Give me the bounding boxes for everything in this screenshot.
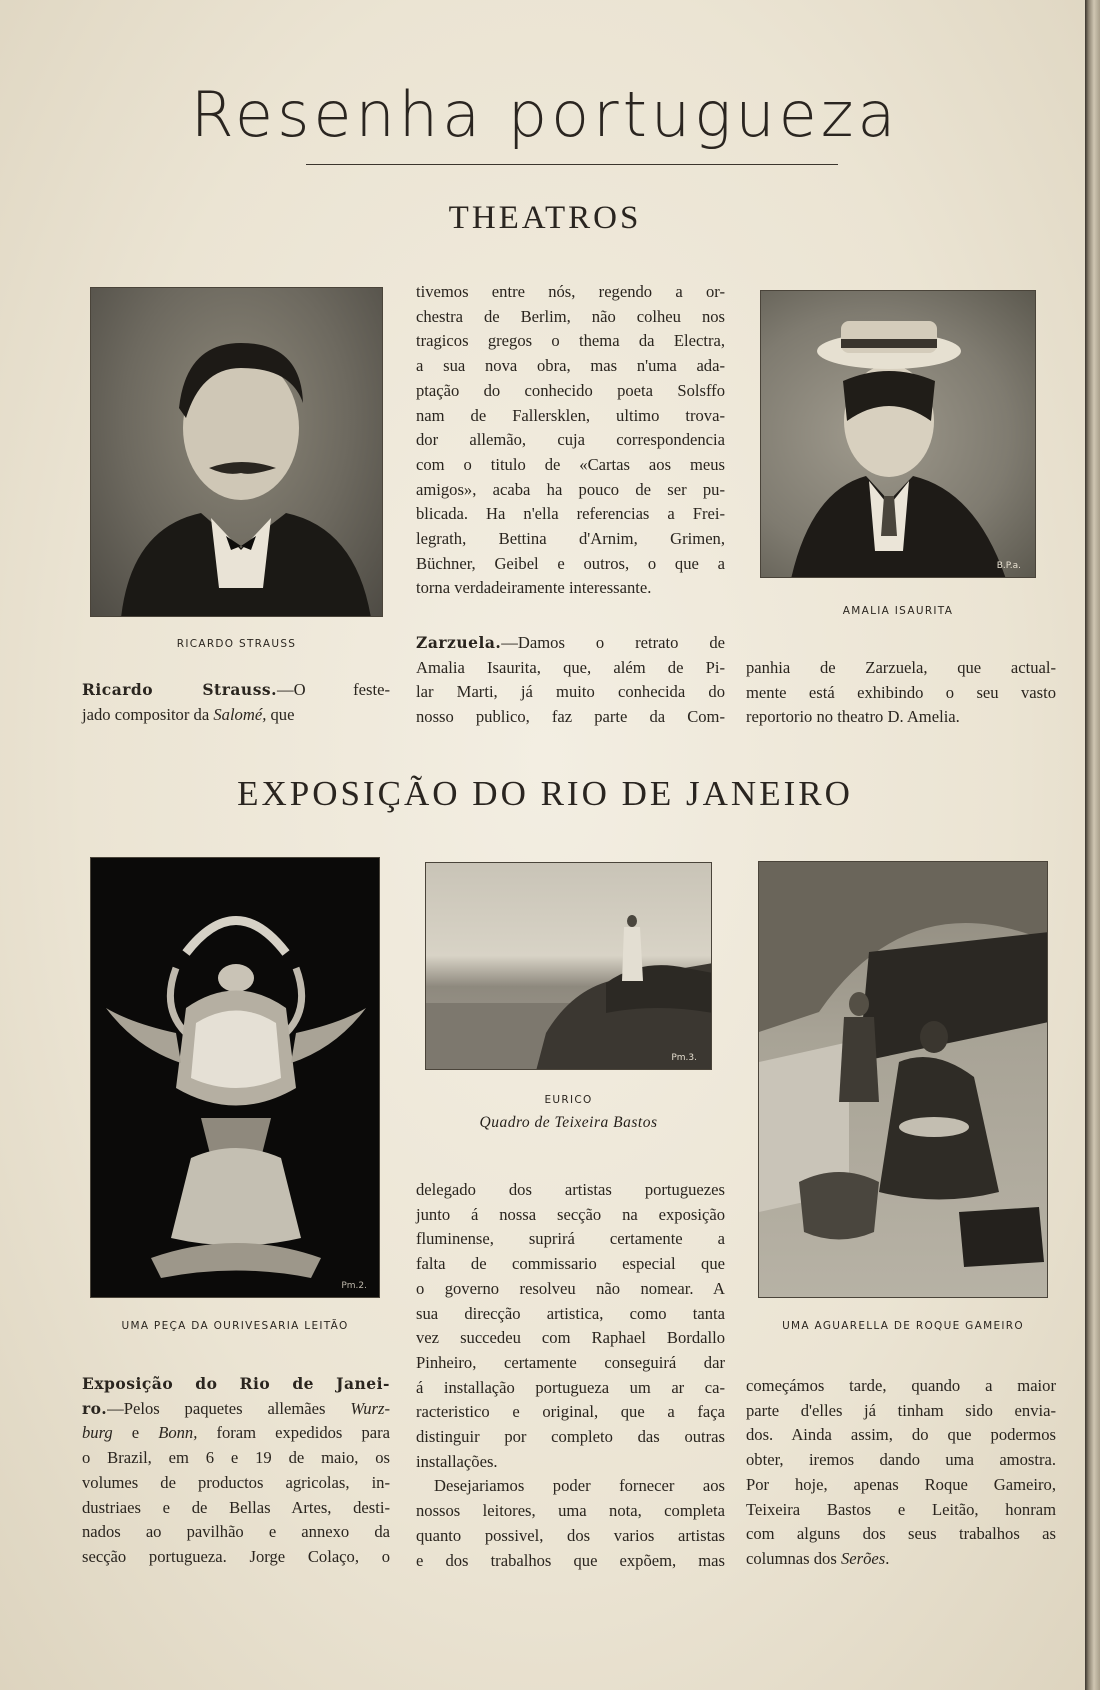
photo-amalia-isaurita <box>760 290 1036 578</box>
zarzuela-right-column <box>746 656 1056 730</box>
text-line: junto á nossa secção na exposição <box>416 1204 725 1224</box>
text-line <box>746 1547 1056 1572</box>
text-line: Por hoje, apenas Roque Gameiro, <box>746 1474 1056 1494</box>
text-line: —Pelos paquetes allemães <box>107 1398 351 1418</box>
text-line: nados ao pavilhão e annexo da <box>82 1522 390 1542</box>
text-line: dustriaes e de Bellas Artes, desti- <box>82 1497 390 1517</box>
text-line: ptação do conhecido poeta Solsffo <box>416 380 725 400</box>
text-line: distinguir por completo das outras <box>416 1427 725 1447</box>
text-line: falta de commissario especial que <box>416 1254 725 1274</box>
text-line: columnas dos <box>746 1548 841 1568</box>
exposicao-right-column <box>746 1374 1056 1572</box>
caption-eurico-title: EURICO <box>544 1094 593 1106</box>
text-line: chestra de Berlim, não colheu nos <box>416 306 725 326</box>
text-line: Desejariamos poder fornecer aos <box>434 1476 725 1496</box>
text-line: nosso publico, faz parte da Com- <box>416 707 725 727</box>
photo-ourivesaria-leitao <box>90 857 380 1298</box>
text-line: reportorio no theatro D. Amelia. <box>746 707 960 727</box>
photo-eurico-painting <box>425 862 712 1070</box>
text-line: nossos leitores, uma nota, completa <box>416 1501 725 1521</box>
text-line: blicada. Ha n'ella referencias a Frei- <box>416 504 725 524</box>
silver-kettle-illustration <box>91 858 380 1298</box>
theatros-center-column <box>416 280 725 601</box>
text-italic: Bonn, <box>158 1423 198 1443</box>
text-line: Amalia Isaurita, que, além de Pi- <box>416 657 725 677</box>
text-line: quanto possivel, dos varios artistas <box>416 1525 725 1545</box>
text-line: com alguns dos seus trabalhos as <box>746 1524 1056 1544</box>
caption-ricardo-strauss: RICARDO STRAUSS <box>176 638 297 650</box>
text-line: e <box>112 1423 159 1443</box>
caption-aguarella: UMA AGUARELLA DE ROQUE GAMEIRO <box>782 1320 1024 1332</box>
photo-signature: B.P.a. <box>996 561 1021 571</box>
exposicao-left-column <box>82 1372 390 1570</box>
portrait-woman-illustration <box>761 291 1036 578</box>
caption-amalia-isaurita: AMALIA ISAURITA <box>842 605 954 617</box>
text-line: legrath, Bettina d'Arnim, Grimen, <box>416 529 725 549</box>
text-line: parte d'elles já tinham sido envia- <box>746 1400 1056 1420</box>
photo-signature: Pm.2. <box>341 1281 367 1291</box>
text-line: o governo resolveu não nomear. A <box>416 1278 725 1298</box>
text-line: á installação portugueza um ar ca- <box>416 1377 725 1397</box>
text-line: nam de Fallersklen, ultimo trova- <box>416 405 725 425</box>
photo-signature: Pm.3. <box>671 1053 697 1063</box>
text-line: . <box>885 1548 890 1568</box>
seascape-illustration <box>426 863 712 1070</box>
text-line: Büchner, Geibel e outros, o que a <box>416 553 725 573</box>
text-line: panhia de Zarzuela, que actual- <box>746 658 1056 677</box>
exposicao-lead: Exposição do Rio de Janei- <box>82 1374 390 1393</box>
exposicao-center-column <box>416 1178 725 1573</box>
photo-ricardo-strauss <box>90 287 383 617</box>
text-line: dor allemão, cuja correspondencia <box>416 430 725 450</box>
text-line: amigos», acaba ha pouco de ser pu- <box>416 479 725 499</box>
text-line: a sua nova obra, mas n'uma ada- <box>416 356 725 376</box>
text-line: tragicos gregos o thema da Electra, <box>416 331 725 351</box>
text-line: installações. <box>416 1451 498 1471</box>
text-line: obter, iremos dando uma amostra. <box>746 1450 1056 1470</box>
text-line: —Damos o retrato de <box>501 633 725 652</box>
text-italic: Wurz- <box>350 1398 390 1418</box>
zarzuela-lead: Zarzuela. <box>416 633 502 652</box>
text-line: volumes de productos agricolas, in- <box>82 1472 390 1492</box>
section-title-theatros: THEATROS <box>448 200 642 236</box>
text-italic: Serões <box>840 1548 886 1568</box>
text-line: e dos trabalhos que expõem, mas <box>416 1550 725 1570</box>
text-line: vez succedeu com Raphael Bordallo <box>416 1328 725 1348</box>
text-line: racteristico e original, que a faça <box>416 1402 725 1422</box>
market-scene-illustration <box>759 862 1048 1298</box>
text-line: lar Marti, já muito conhecida do <box>416 682 725 702</box>
text-line: com o titulo de «Cartas aos meus <box>416 454 725 474</box>
caption-ourivesaria: UMA PEÇA DA OURIVESARIA LEITÃO <box>121 1320 349 1332</box>
text-line: dos. Ainda assim, do que podermos <box>746 1425 1056 1445</box>
portrait-man-illustration <box>91 288 383 617</box>
text-line: que <box>266 704 295 724</box>
exposicao-lead-end: ro. <box>82 1398 108 1418</box>
text-line: jado compositor da <box>82 704 214 724</box>
text-line: mente está exhibindo o seu vasto <box>746 682 1056 702</box>
text-line: sua direcção artistica, como tanta <box>416 1303 725 1323</box>
text-line: o Brazil, em 6 e 19 de maio, os <box>82 1448 390 1468</box>
page-binding-edge <box>1085 0 1100 1690</box>
text-line: —O feste- <box>277 680 390 699</box>
strauss-lead: Ricardo Strauss. <box>82 680 278 699</box>
masthead-title: Resenha portugueza <box>190 78 900 151</box>
zarzuela-center-column <box>416 631 725 730</box>
text-line: Pinheiro, certamente conseguirá dar <box>416 1352 725 1372</box>
text-line: foram expedidos para <box>197 1423 390 1443</box>
caption-eurico-subtitle: Quadro de Teixeira Bastos <box>479 1114 658 1131</box>
photo-aguarella-roque-gameiro <box>758 861 1048 1298</box>
text-italic: burg <box>82 1423 113 1443</box>
text-line: delegado dos artistas portuguezes <box>416 1180 725 1199</box>
text-line: secção portugueza. Jorge Colaço, o <box>82 1546 390 1566</box>
theatros-left-column <box>82 678 390 727</box>
text-line: começámos tarde, quando a maior <box>746 1376 1056 1395</box>
text-line: tivemos entre nós, regendo a or- <box>416 282 725 301</box>
text-line: Teixeira Bastos e Leitão, honram <box>746 1499 1056 1519</box>
text-line: fluminense, suprirá certamente a <box>416 1229 725 1249</box>
text-italic: Salomé, <box>213 704 267 724</box>
masthead-rule <box>306 164 838 165</box>
text-line: torna verdadeiramente interessante. <box>416 578 652 598</box>
section-title-exposicao: EXPOSIÇÃO DO RIO DE JANEIRO <box>237 774 853 813</box>
